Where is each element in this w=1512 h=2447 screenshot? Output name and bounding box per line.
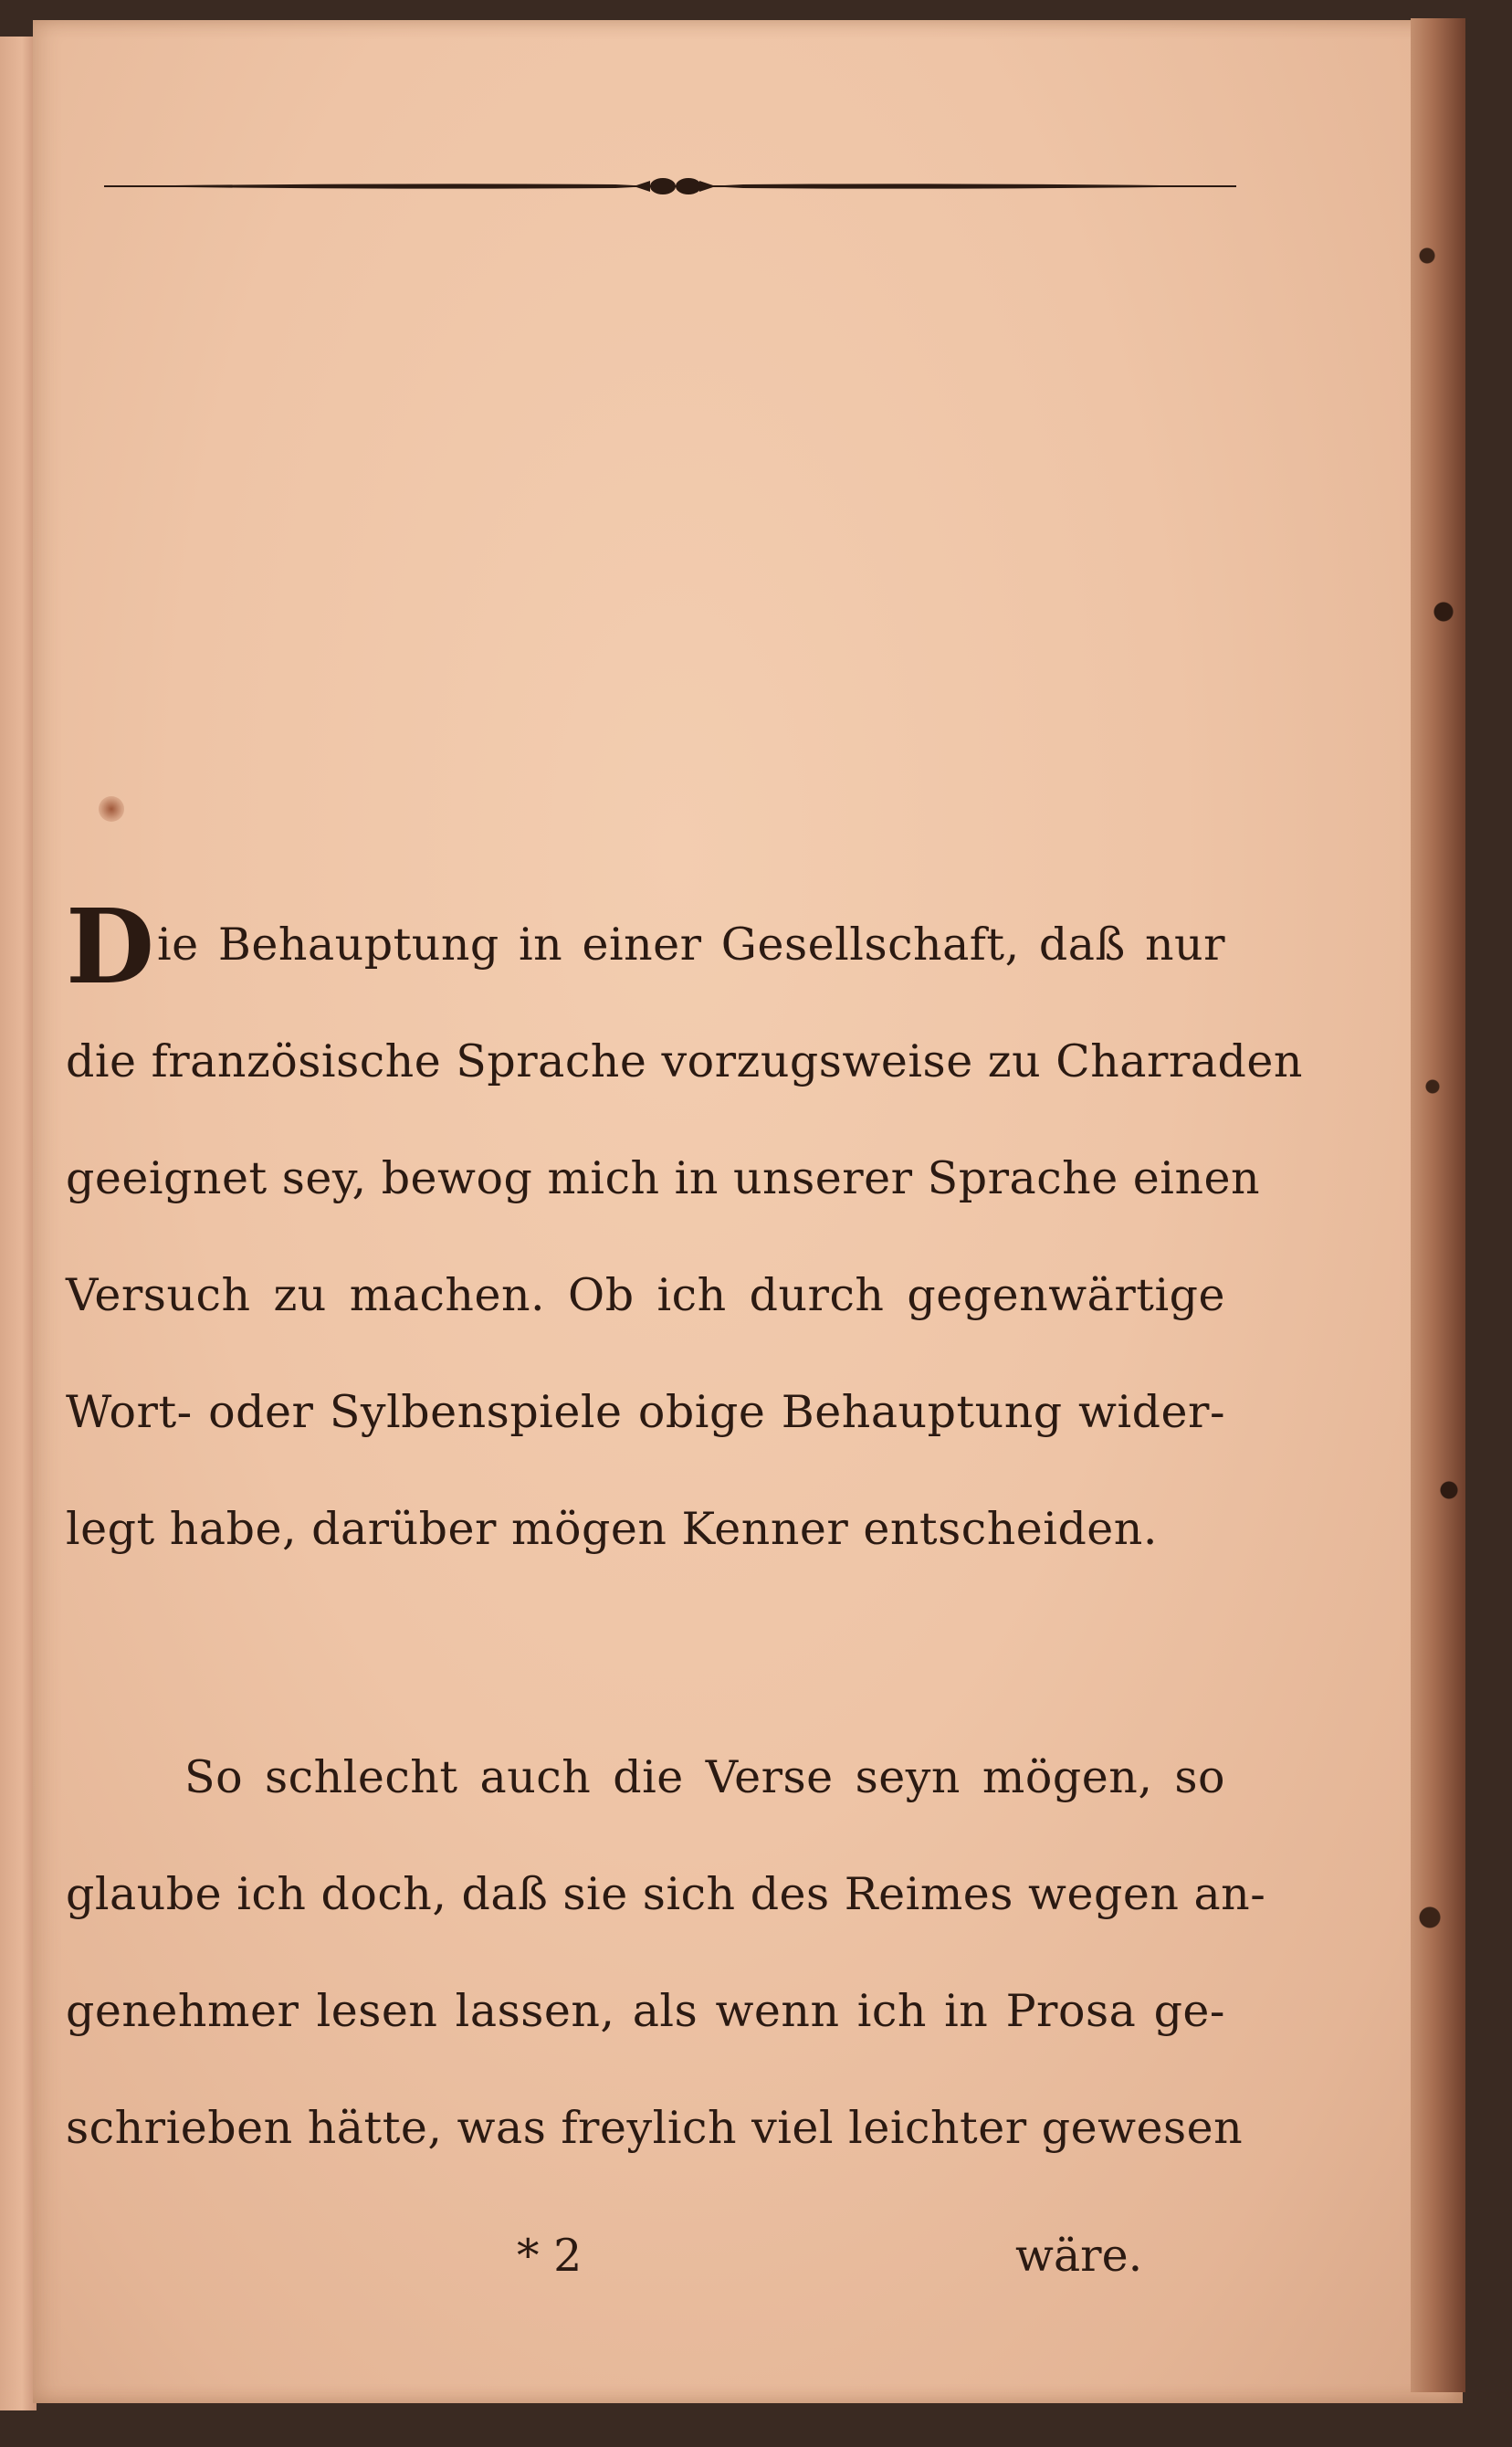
ornamental-rule bbox=[104, 177, 1236, 195]
paper-stain bbox=[99, 796, 124, 822]
text-line: So schlecht auch die Verse seyn mögen, so bbox=[184, 1751, 1225, 1803]
catchword: wäre. bbox=[1015, 2230, 1143, 2282]
text-line: glaube ich doch, daß sie sich des Reimes wegen an- bbox=[66, 1868, 1266, 1920]
text-line: legt habe, darüber mögen Kenner entscheiden. bbox=[66, 1503, 1158, 1555]
text-line: die französische Sprache vorzugsweise zu Charraden bbox=[66, 1035, 1303, 1087]
drop-cap: D bbox=[66, 887, 155, 1007]
left-page-edge bbox=[0, 37, 37, 2410]
text-line: Wort- oder Sylbenspiele obige Behauptung wider- bbox=[66, 1386, 1225, 1438]
text-line: geeignet sey, bewog mich in unserer Sprache einen bbox=[66, 1152, 1261, 1204]
text-line: genehmer lesen lassen, als wenn ich in Prosa ge- bbox=[66, 1985, 1225, 2037]
text-line: Versuch zu machen. Ob ich durch gegenwärtige bbox=[66, 1269, 1225, 1321]
book-page bbox=[33, 20, 1463, 2403]
text-line: ie Behauptung in einer Gesellschaft, daß nur bbox=[157, 919, 1225, 971]
signature-mark: * 2 bbox=[517, 2230, 583, 2282]
text-line: schrieben hätte, was freylich viel leichter gewesen bbox=[66, 2102, 1244, 2154]
book-spine bbox=[1411, 18, 1465, 2392]
